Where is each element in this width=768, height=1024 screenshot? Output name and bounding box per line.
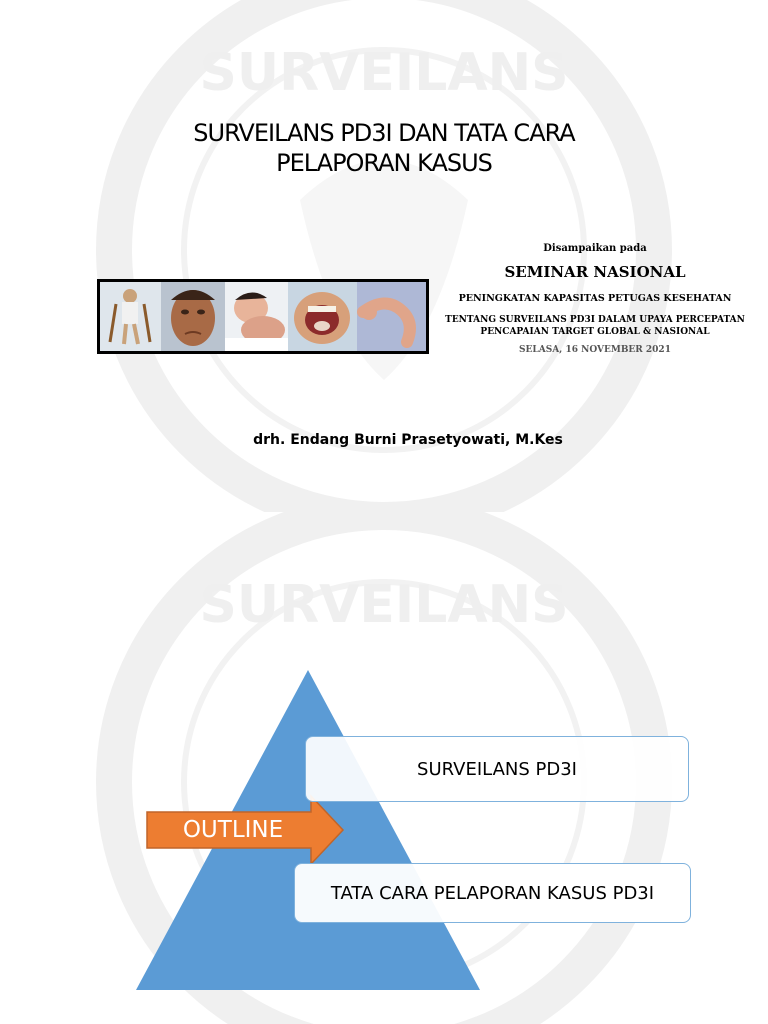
photo-infant-arched [357, 282, 426, 351]
seminar-subtitle: PENINGKATAN KAPASITAS PETUGAS KESEHATAN [458, 293, 732, 304]
outline-item-pelaporan [294, 863, 691, 923]
seminar-topic [440, 314, 750, 338]
photo-child-crutches [100, 282, 161, 351]
outline-item-1-label: SURVEILANS PD3I [417, 758, 577, 780]
seminar-lead: Disampaikan pada [543, 243, 647, 254]
seminar-name: SEMINAR NASIONAL [504, 263, 686, 281]
seminar-topic-line-1: TENTANG SURVEILANS PD3I DALAM UPAYA PERCEPATAN [445, 315, 745, 325]
outline-item-2-label: TATA CARA PELAPORAN KASUS PD3I [330, 882, 655, 904]
title-line-1: SURVEILANS PD3I DAN TATA CARA [193, 119, 575, 147]
outline-label: OUTLINE [182, 817, 284, 843]
photo-strip [97, 279, 429, 354]
seminar-date: SELASA, 16 NOVEMBER 2021 [519, 345, 671, 355]
seminar-topic-line-2: PENCAPAIAN TARGET GLOBAL & NASIONAL [480, 327, 710, 337]
photo-child-face [161, 282, 225, 351]
outline-slide [0, 512, 768, 1024]
watermark-text: SURVEILANS [199, 43, 569, 103]
author-name: drh. Endang Burni Prasetyowati, M.Kes [253, 432, 563, 448]
title-line-2: PELAPORAN KASUS [276, 149, 492, 177]
watermark-text-2: SURVEILANS [199, 575, 569, 635]
photo-newborn [225, 282, 288, 351]
outline-item-surveilans [305, 736, 689, 802]
photo-mouth [288, 282, 357, 351]
